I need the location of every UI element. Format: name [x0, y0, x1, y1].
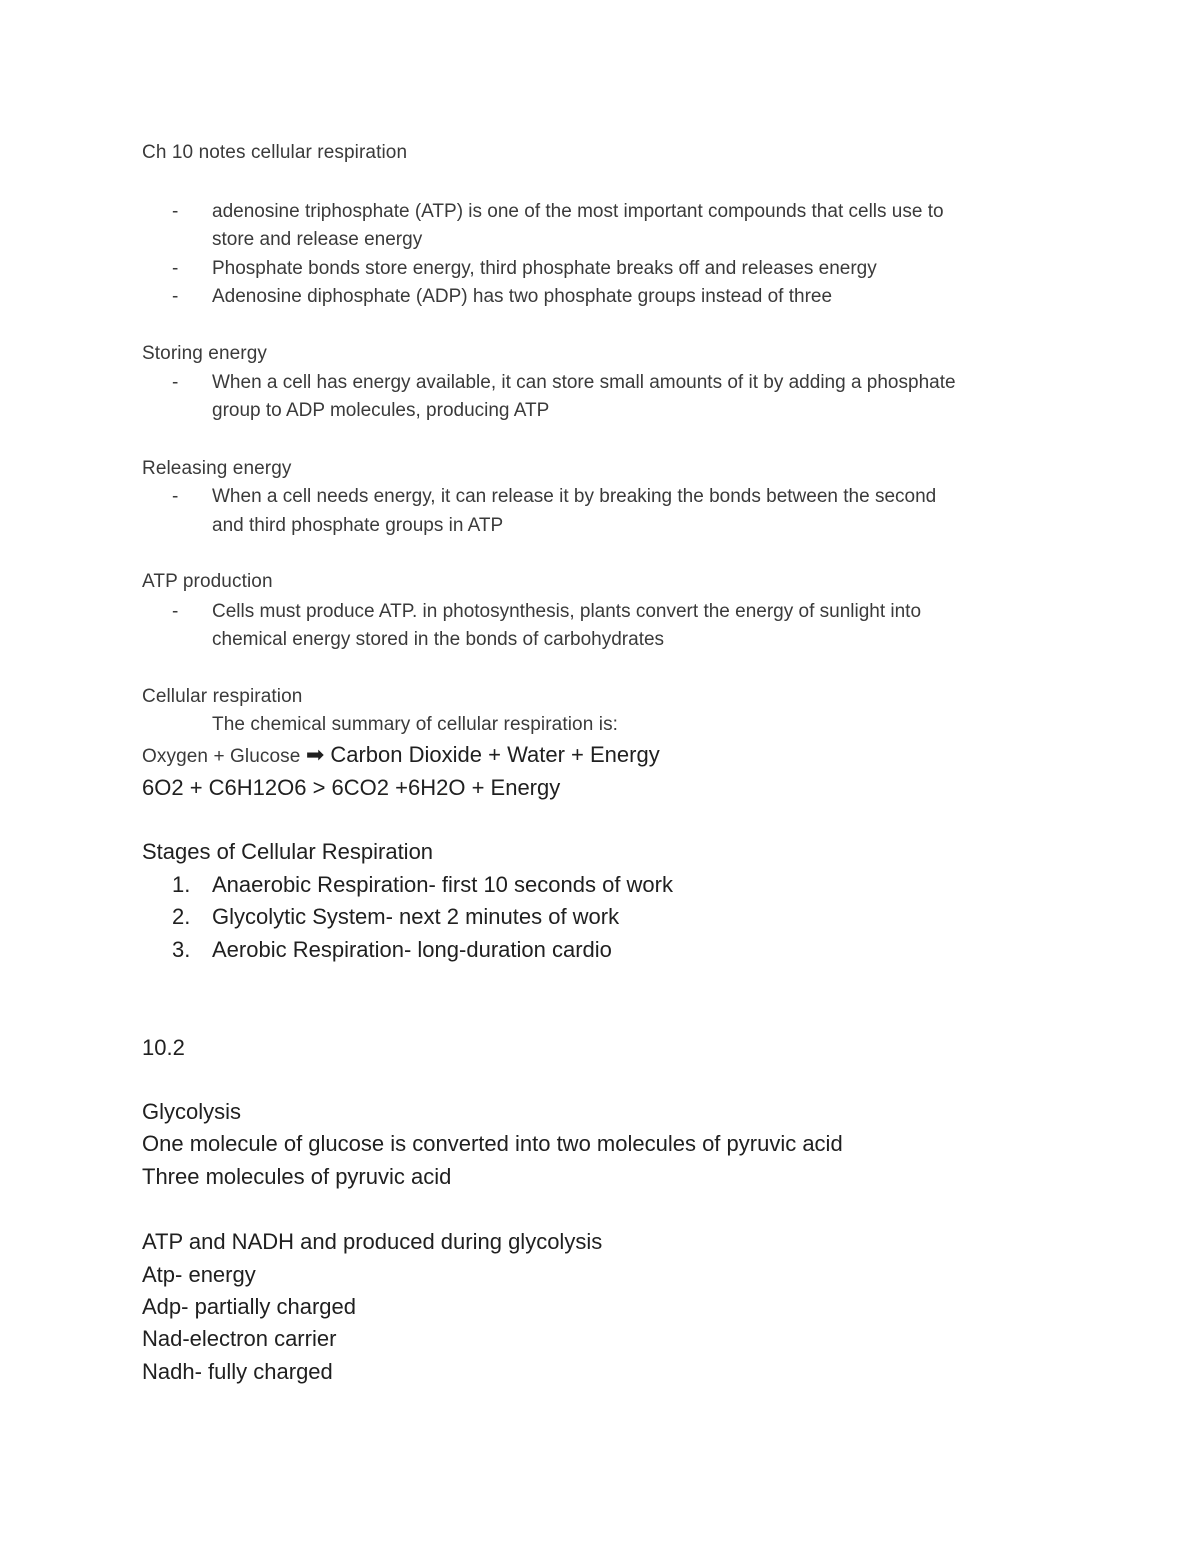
section-heading-atp-nadh: ATP and NADH and produced during glycolysis [142, 1229, 603, 1254]
list-number: 1. [172, 872, 191, 897]
bullet-text: Phosphate bonds store energy, third phosphate breaks off and releases energy [212, 258, 877, 279]
section-heading-atp-production: ATP production [142, 571, 273, 592]
list-number: 3. [172, 937, 191, 962]
body-text: One molecule of glucose is converted into two molecules of pyruvic acid [142, 1131, 843, 1156]
bullet-text: When a cell needs energy, it can release it by breaking the bonds between the second [212, 486, 937, 507]
section-heading-stages: Stages of Cellular Respiration [142, 839, 434, 864]
list-item: Aerobic Respiration- long-duration cardio [212, 937, 612, 962]
bullet-marker: - [172, 258, 179, 279]
body-text: Atp- energy [142, 1262, 256, 1287]
body-text: Adp- partially charged [142, 1294, 357, 1319]
section-heading-glycolysis: Glycolysis [142, 1099, 242, 1124]
bullet-text-continued: chemical energy stored in the bonds of carbohydrates [212, 629, 665, 650]
list-item: Glycolytic System- next 2 minutes of work [212, 904, 620, 929]
bullet-text: Cells must produce ATP. in photosynthesis, plants convert the energy of sunlight into [212, 601, 922, 622]
bullet-text-continued: and third phosphate groups in ATP [212, 515, 504, 536]
bullet-marker: - [172, 286, 179, 307]
bullet-marker: - [172, 601, 179, 622]
bullet-marker: - [172, 201, 179, 222]
section-heading-releasing-energy: Releasing energy [142, 458, 292, 479]
bullet-marker: - [172, 372, 179, 393]
page-title: Ch 10 notes cellular respiration [142, 142, 408, 163]
bullet-text-continued: group to ADP molecules, producing ATP [212, 400, 550, 421]
chemical-formula: 6O2 + C6H12O6 > 6CO2 +6H2O + Energy [142, 775, 561, 800]
bullet-text: adenosine triphosphate (ATP) is one of the most important compounds that cells use to [212, 201, 944, 222]
list-item: Anaerobic Respiration- first 10 seconds of work [212, 872, 673, 897]
bullet-marker: - [172, 486, 179, 507]
bullet-text: Adenosine diphosphate (ADP) has two phosphate groups instead of three [212, 286, 833, 307]
word-equation-reactants: Oxygen + Glucose [142, 746, 306, 767]
section-number: 10.2 [142, 1035, 185, 1060]
word-equation [142, 742, 660, 768]
body-text: Nadh- fully charged [142, 1359, 333, 1384]
section-heading-storing-energy: Storing energy [142, 343, 267, 364]
arrow-icon: ➡ [305, 742, 325, 767]
bullet-text: When a cell has energy available, it can store small amounts of it by adding a phosphate [212, 372, 956, 393]
word-equation-products: Carbon Dioxide + Water + Energy [324, 742, 660, 767]
bullet-text-continued: store and release energy [212, 229, 423, 250]
body-text: Three molecules of pyruvic acid [142, 1164, 452, 1189]
summary-text: The chemical summary of cellular respiration is: [212, 714, 619, 735]
body-text: Nad-electron carrier [142, 1326, 337, 1351]
list-number: 2. [172, 904, 191, 929]
section-heading-cellular-respiration: Cellular respiration [142, 686, 303, 707]
